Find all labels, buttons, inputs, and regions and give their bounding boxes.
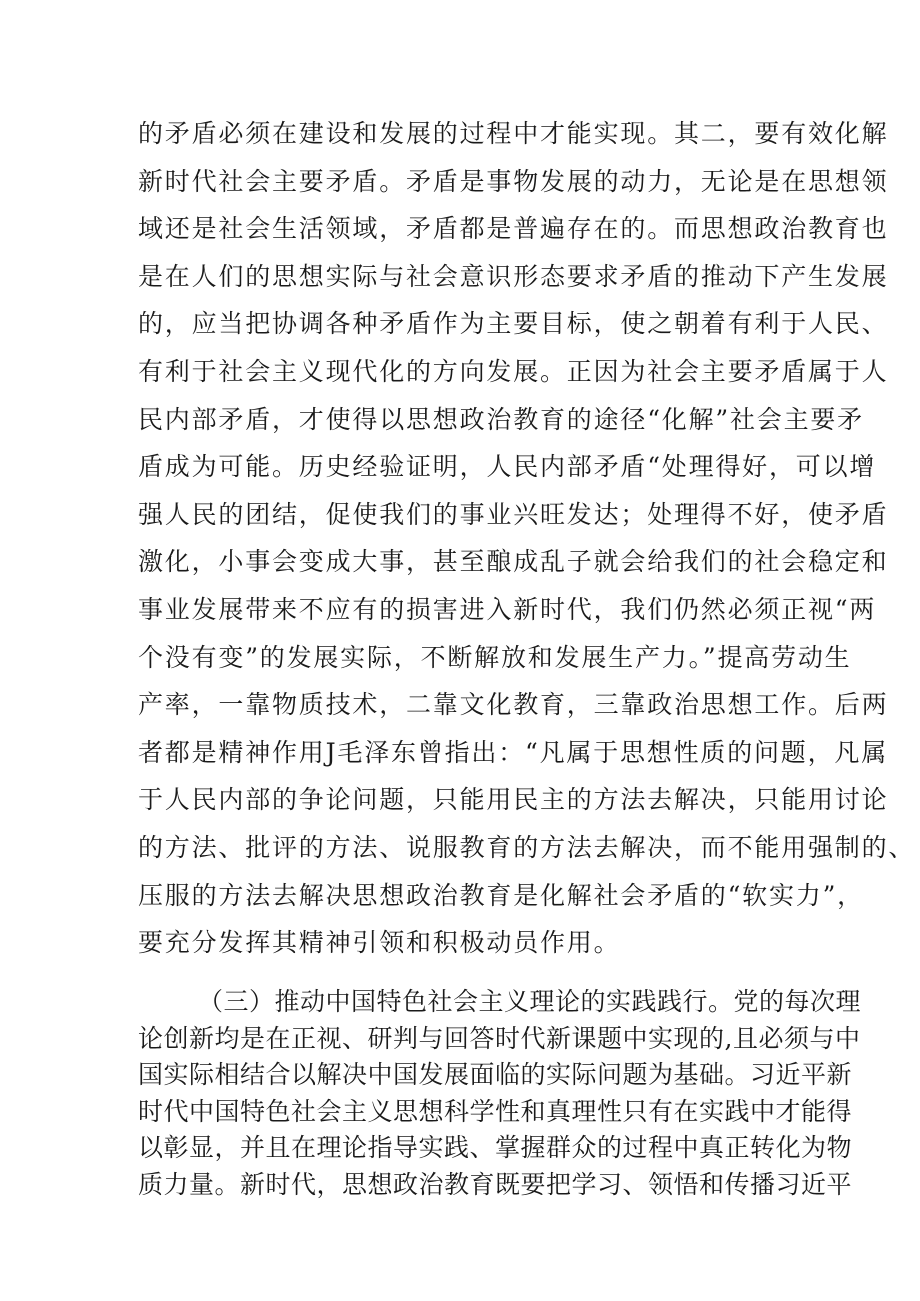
text-line: 的，应当把协调各种矛盾作为主要目标，使之朝着有利于人民、 xyxy=(138,309,889,339)
text-line: 有利于社会主义现代化的方向发展。正因为社会主要矛盾属于人 xyxy=(138,356,889,386)
text-line: 的矛盾必须在建设和发展的过程中才能实现。其二，要有效化解 xyxy=(138,119,889,148)
text-line: 强人民的团结，促使我们的事业兴旺发达；处理得不好，使矛盾 xyxy=(138,499,889,529)
text-line: 以彰显，并且在理论指导实践、掌握群众的过程中真正转化为物 xyxy=(138,1133,853,1162)
text-line: 论创新均是在正视、研判与回答时代新课题中实现的,且必须与中 xyxy=(138,1023,861,1053)
section-heading-line: （三）推动中国特色社会主义理论的实践践行。党的每次理 xyxy=(198,987,862,1016)
text-line: 是在人们的思想实际与社会意识形态要求矛盾的推动下产生发展 xyxy=(138,261,889,291)
text-line: 于人民内部的争论问题，只能用民主的方法去解决，只能用讨论 xyxy=(138,785,889,815)
text-line: 者都是精神作用J毛泽东曾指出：“凡属于思想性质的问题，凡属 xyxy=(138,737,889,767)
text-line: 国实际相结合以解决中国发展面临的实际问题为基础。习近平新 xyxy=(138,1060,853,1089)
paragraph-resolving-contradictions xyxy=(138,110,916,967)
paragraph-section-three xyxy=(138,984,862,1203)
text-line: 民内部矛盾，才使得以思想政治教育的途径“化解”社会主要矛 xyxy=(138,404,864,434)
text-line: 个没有变”的发展实际，不断解放和发展生产力。”提高劳动生 xyxy=(138,642,852,672)
text-line: 质力量。新时代，思想政治教育既要把学习、领悟和传播习近平 xyxy=(138,1169,853,1199)
text-line: 新时代社会主要矛盾。矛盾是事物发展的动力，无论是在思想领 xyxy=(138,166,889,196)
text-line: 激化，小事会变成大事，甚至酿成乱子就会给我们的社会稳定和 xyxy=(138,547,889,577)
text-line: 要充分发挥其精神引领和积极动员作用。 xyxy=(138,928,621,958)
text-line: 压服的方法去解决思想政治教育是化解社会矛盾的“软实力”， xyxy=(138,880,864,910)
text-line: 域还是社会生活领域，矛盾都是普遍存在的。而思想政治教育也 xyxy=(138,214,889,244)
text-line: 事业发展带来不应有的损害进入新时代，我们仍然必须正视“两 xyxy=(138,594,877,624)
text-line: 时代中国特色社会主义思想科学性和真理性只有在实践中才能得 xyxy=(138,1096,853,1126)
text-line: 盾成为可能。历史经验证明，人民内部矛盾“处理得好，可以增 xyxy=(138,452,877,482)
text-line: 产率，一靠物质技术，二靠文化教育，三靠政治思想工作。后两 xyxy=(138,690,889,720)
text-line: 的方法、批评的方法、说服教育的方法去解决，而不能用强制的、 xyxy=(138,832,916,862)
